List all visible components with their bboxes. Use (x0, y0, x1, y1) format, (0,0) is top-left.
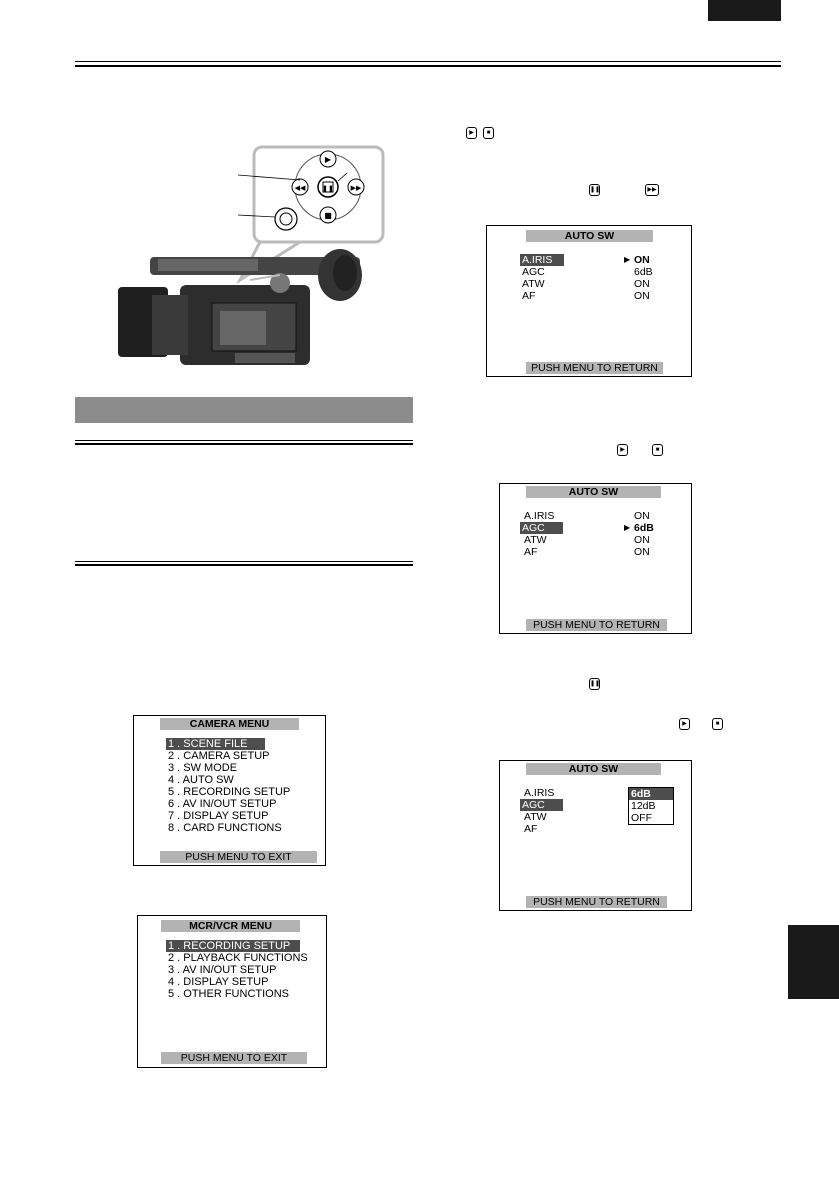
menu-label-selected: AGC (520, 799, 563, 811)
menu-label: AF (522, 290, 536, 302)
menu-label: ATW (522, 278, 545, 290)
menu-label-selected: AGC (520, 522, 563, 534)
stop-icon: ■ (483, 127, 494, 139)
menu-label: A.IRIS (524, 510, 555, 522)
dropdown-option-selected: 6dB (629, 788, 673, 800)
auto-sw-screen-3 (499, 760, 692, 911)
menu-item: 5 . RECORDING SETUP (168, 786, 291, 798)
menu-item-selected: 1 . RECORDING SETUP (166, 940, 300, 952)
stop-icon: ■ (652, 444, 663, 456)
menu-item: 2 . PLAYBACK FUNCTIONS (168, 952, 308, 964)
menu-value: 6dB (634, 522, 654, 534)
menu-value: ON (634, 254, 650, 266)
auto-sw-screen-2 (499, 483, 692, 634)
menu-value: ON (634, 510, 650, 522)
note-rule-bottom (75, 561, 413, 562)
fast-forward-icon: ▶▶ (645, 184, 659, 196)
dropdown-option: 12dB (631, 800, 656, 812)
auto-sw-screen-1 (486, 225, 692, 377)
menu-label: AF (524, 823, 538, 835)
menu-value: ON (634, 278, 650, 290)
svg-text:❚❚: ❚❚ (322, 185, 334, 193)
screen-title: MCR/VCR MENU (161, 920, 300, 932)
menu-item: 2 . CAMERA SETUP (168, 750, 270, 762)
note-rule-top (75, 440, 413, 441)
screen-footer: PUSH MENU TO RETURN (526, 619, 667, 631)
play-icon: ▶ (679, 718, 690, 730)
pause-icon: ❚❚ (589, 184, 600, 196)
header-rule-bottom (75, 65, 781, 67)
screen-title: CAMERA MENU (160, 718, 299, 730)
menu-item: 8 . CARD FUNCTIONS (168, 822, 282, 834)
screen-footer: PUSH MENU TO EXIT (161, 1052, 307, 1064)
agc-options-dropdown (628, 787, 674, 825)
note-rule-top-2 (75, 443, 413, 445)
camera-menu-screen (133, 715, 326, 866)
svg-text:■: ■ (324, 211, 332, 220)
svg-text:▶: ▶ (324, 155, 332, 164)
svg-text:◀◀: ◀◀ (294, 184, 306, 192)
pause-icon: ❚❚ (589, 678, 600, 690)
play-icon: ▶ (617, 444, 628, 456)
screen-title: AUTO SW (526, 763, 661, 775)
screen-title: AUTO SW (526, 230, 653, 242)
menu-item-selected: 1 . SCENE FILE (166, 738, 265, 750)
menu-item: 6 . AV IN/OUT SETUP (168, 798, 277, 810)
screen-footer: PUSH MENU TO RETURN (526, 362, 663, 374)
cursor-arrow-icon: ▶ (624, 523, 631, 532)
mcr-vcr-menu-screen (137, 915, 327, 1068)
svg-text:▶▶: ▶▶ (350, 184, 362, 192)
menu-item: 4 . AUTO SW (168, 774, 234, 786)
menu-label: ATW (524, 811, 547, 823)
camcorder-illustration (100, 145, 390, 370)
menu-value: ON (634, 290, 650, 302)
menu-label: A.IRIS (524, 787, 555, 799)
menu-value: 6dB (634, 266, 653, 278)
section-heading-bar (75, 397, 413, 423)
menu-item: 5 . OTHER FUNCTIONS (168, 988, 290, 1000)
menu-label: AGC (522, 266, 545, 278)
menu-item: 3 . AV IN/OUT SETUP (168, 964, 277, 976)
menu-label: AF (524, 546, 538, 558)
menu-item: 3 . SW MODE (168, 762, 238, 774)
menu-item: 4 . DISPLAY SETUP (168, 976, 269, 988)
menu-label-selected: A.IRIS (520, 254, 564, 266)
dropdown-option: OFF (631, 812, 652, 824)
menu-label: ATW (524, 534, 547, 546)
screen-footer: PUSH MENU TO EXIT (160, 851, 317, 863)
cursor-arrow-icon: ▶ (624, 255, 631, 264)
page-tab-marker (708, 0, 781, 21)
menu-value: ON (634, 546, 650, 558)
stop-icon: ■ (712, 718, 723, 730)
screen-footer: PUSH MENU TO RETURN (526, 896, 667, 908)
header-rule-top (75, 61, 781, 62)
menu-item: 7 . DISPLAY SETUP (168, 810, 269, 822)
menu-value: ON (634, 534, 650, 546)
screen-title: AUTO SW (526, 486, 661, 498)
play-icon: ▶ (466, 127, 477, 139)
side-tab-marker (788, 925, 839, 999)
note-rule-bottom-2 (75, 564, 413, 566)
